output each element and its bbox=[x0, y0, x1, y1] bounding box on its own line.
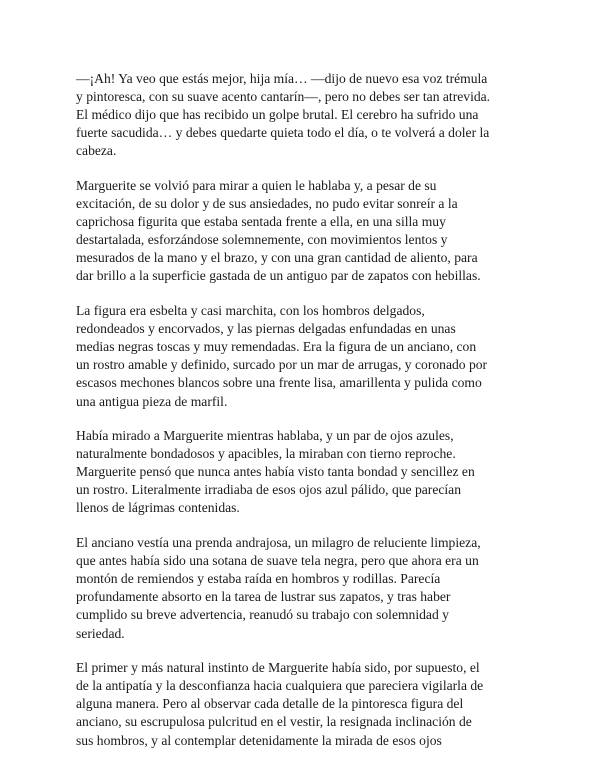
text-line: y pintoresca, con su suave acento cantarín—, pero no debes ser tan atrevida. bbox=[76, 89, 491, 105]
text-line: medias negras toscas y muy remendadas. Era la figura de un anciano, con bbox=[76, 339, 477, 355]
text-line: —¡Ah! Ya veo que estás mejor, hija mía… —dijo de nuevo esa voz trémula bbox=[76, 71, 488, 86]
text-line: La figura era esbelta y casi marchita, con los hombros delgados, bbox=[76, 303, 425, 319]
text-line: una antigua pieza de marfil. bbox=[76, 393, 228, 409]
text-line: excitación, de su dolor y de sus ansiedades, no pudo evitar sonreír a la bbox=[76, 196, 458, 212]
text-line: redondeados y encorvados, y las piernas delgadas enfundadas en unas bbox=[76, 321, 456, 337]
text-line: montón de remiendos y estaba raída en hombros y rodillas. Parecía bbox=[76, 571, 441, 587]
text-line: Había mirado a Marguerite mientras hablaba, y un par de ojos azules, bbox=[76, 428, 454, 444]
paragraph-1 bbox=[76, 70, 531, 160]
text-line: mesurados de la mano y el brazo, y con una gran cantidad de aliento, para bbox=[76, 250, 478, 266]
text-line: escasos mechones blancos sobre una frente lisa, amarillenta y pulida como bbox=[76, 375, 482, 391]
text-line: El primer y más natural instinto de Marguerite había sido, por supuesto, el bbox=[76, 660, 480, 676]
text-line: de la antipatía y la desconfianza hacia cualquiera que pareciera vigilarla de bbox=[76, 678, 484, 694]
text-line: El médico dijo que has recibido un golpe brutal. El cerebro ha sufrido una bbox=[76, 107, 479, 123]
text-line: seriedad. bbox=[76, 625, 125, 641]
text-line: dar brillo a la superficie gastada de un antiguo par de zapatos con hebillas. bbox=[76, 268, 481, 284]
text-line: caprichosa figurita que estaba sentada frente a ella, en una silla muy bbox=[76, 214, 446, 230]
text-line: un rostro amable y definido, surcado por un mar de arrugas, y coronado por bbox=[76, 357, 488, 373]
text-line: Marguerite pensó que nunca antes había visto tanta bondad y sencillez en bbox=[76, 464, 475, 480]
text-line: Marguerite se volvió para mirar a quien le hablaba y, a pesar de su bbox=[76, 177, 437, 193]
text-line: destartalada, esforzándose solemnemente, con movimientos lentos y bbox=[76, 232, 448, 248]
document-page bbox=[76, 70, 531, 750]
text-line: El anciano vestía una prenda andrajosa, un milagro de reluciente limpieza, bbox=[76, 535, 481, 551]
text-line: un rostro. Literalmente irradiaba de esos ojos azul pálido, que parecían bbox=[76, 482, 462, 498]
text-line: anciano, su escrupulosa pulcritud en el vestir, la resignada inclinación de bbox=[76, 714, 472, 730]
paragraph-4 bbox=[76, 427, 531, 517]
text-line: alguna manera. Pero al observar cada detalle de la pintoresca figura del bbox=[76, 696, 464, 712]
text-line: llenos de lágrimas contenidas. bbox=[76, 500, 240, 516]
paragraph-6 bbox=[76, 659, 531, 749]
text-line: cabeza. bbox=[76, 143, 117, 159]
text-line: sus hombros, y al contemplar detenidamente la mirada de esos ojos bbox=[76, 732, 442, 748]
text-line: fuerte sacudida… y debes quedarte quieta todo el día, o te volverá a doler la bbox=[76, 125, 490, 141]
text-line: profundamente absorto en la tarea de lustrar sus zapatos, y tras haber bbox=[76, 589, 451, 605]
text-line: naturalmente bondadosos y apacibles, la miraban con tierno reproche. bbox=[76, 446, 456, 462]
text-line: que antes había sido una sotana de suave tela negra, pero que ahora era un bbox=[76, 553, 479, 569]
text-line: cumplido su breve advertencia, reanudó su trabajo con solemnidad y bbox=[76, 607, 449, 623]
paragraph-2 bbox=[76, 177, 531, 286]
paragraph-3 bbox=[76, 302, 531, 411]
paragraph-5 bbox=[76, 534, 531, 643]
